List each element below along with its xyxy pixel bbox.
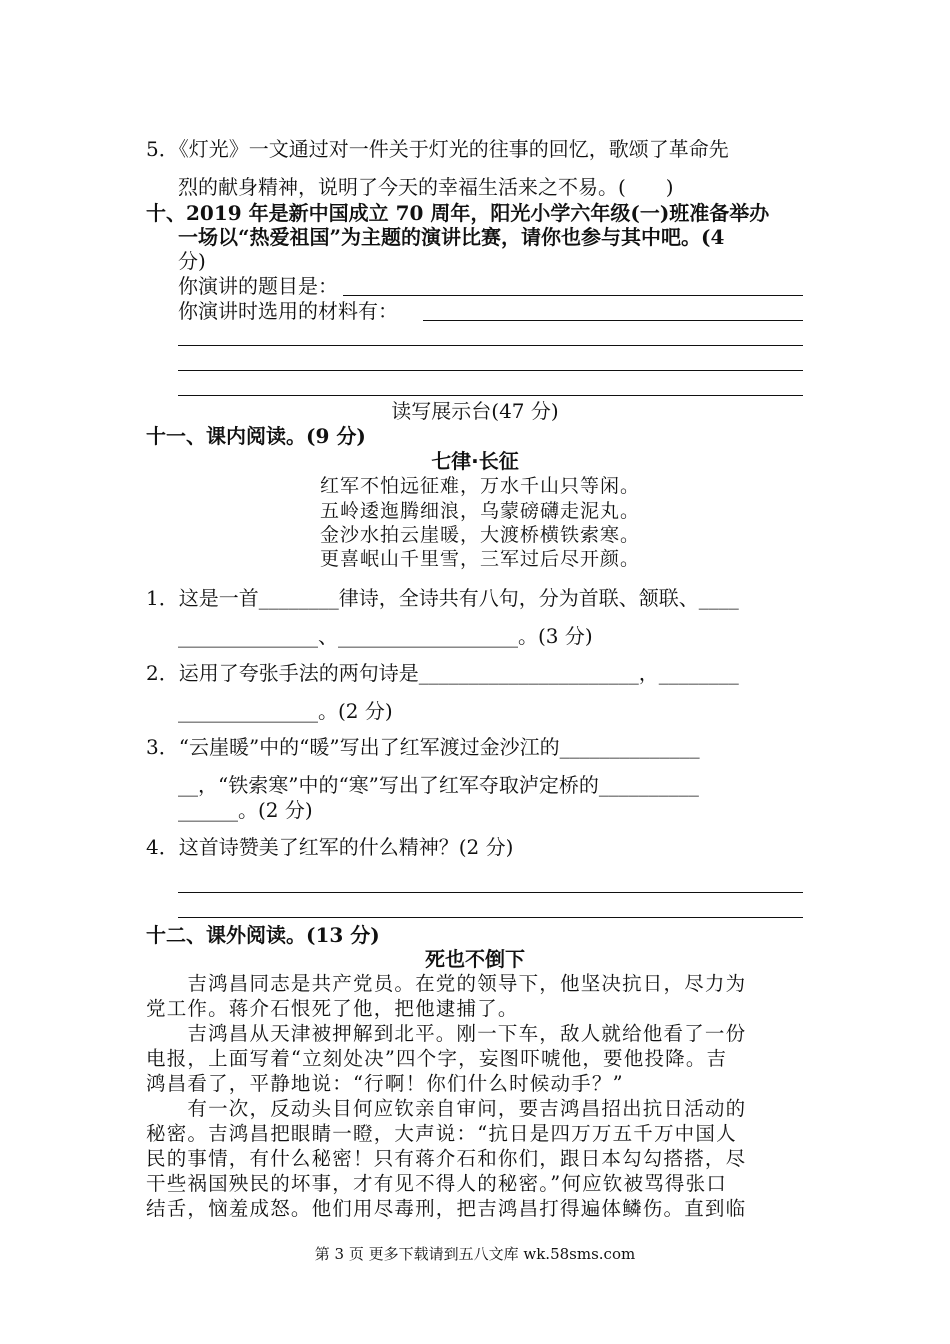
question-3-line-1: 3．“云崖暖”中的“暖”写出了红军渡过金沙江的______________: [146, 735, 700, 759]
section-title: 读写展示台(47 分): [391, 399, 559, 423]
question-3-line-3: ______。(2 分): [178, 798, 313, 822]
poem-line-2: 五岭逶迤腾细浪，乌蒙磅礴走泥丸。: [320, 500, 641, 522]
question-1-line-1: 1．这是一首________律诗，全诗共有八句，分为首联、颔联、____: [146, 586, 739, 610]
passage-title: 死也不倒下: [425, 947, 525, 971]
poem-title: 七律·长征: [431, 449, 519, 473]
speech-material-blank-3[interactable]: [178, 370, 803, 371]
poem-line-1: 红军不怕远征难，万水千山只等闲。: [320, 475, 641, 497]
speech-material-blank-4[interactable]: [178, 395, 803, 396]
passage-line-10: 结舌，恼羞成怒。他们用尽毒刑，把吉鸿昌打得遍体鳞伤。直到临: [146, 1197, 747, 1220]
passage-line-5: 鸿昌看了，平静地说：“行啊！你们什么时候动手？”: [146, 1072, 624, 1095]
page-footer: 第 3 页 更多下载请到五八文库 wk.58sms.com: [314, 1245, 636, 1263]
section-10-line-2: 一场以“热爱祖国”为主题的演讲比赛，请你也参与其中吧。(4: [178, 225, 725, 249]
q5-line-1: 5．《灯光》一文通过对一件关于灯光的往事的回忆，歌颂了革命先: [146, 137, 729, 161]
passage-line-2: 党工作。蒋介石恨死了他，把他逮捕了。: [146, 997, 519, 1020]
question-4: 4．这首诗赞美了红军的什么精神？(2 分): [146, 835, 514, 859]
question-4-answer-line-1[interactable]: [178, 892, 803, 893]
poem-line-3: 金沙水拍云崖暖，大渡桥横铁索寒。: [320, 524, 641, 546]
passage-line-3: 吉鸿昌从天津被押解到北平。刚一下车，敌人就给他看了一份: [146, 1022, 747, 1045]
question-1-line-2: ______________、__________________。(3 分): [178, 624, 593, 648]
passage-line-4: 电报，上面写着“立刻处决”四个字，妄图吓唬他，要他投降。吉: [146, 1047, 728, 1070]
section-12-heading: 十二、课外阅读。(13 分): [146, 923, 380, 947]
speech-topic-label: 你演讲的题目是：: [178, 274, 338, 298]
passage-line-9: 干些祸国殃民的坏事，才有见不得人的秘密。”何应钦被骂得张口: [146, 1172, 728, 1195]
section-10-line-3: 分): [178, 249, 206, 273]
passage-line-1: 吉鸿昌同志是共产党员。在党的领导下，他坚决抗日，尽力为: [146, 972, 747, 995]
q5-line-2: 烈的献身精神，说明了今天的幸福生活来之不易。( ): [178, 175, 674, 199]
speech-material-label: 你演讲时选用的材料有：: [178, 299, 398, 323]
poem-line-4: 更喜岷山千里雪，三军过后尽开颜。: [320, 548, 641, 570]
speech-material-blank-2[interactable]: [178, 345, 803, 346]
passage-line-7: 秘密。吉鸿昌把眼睛一瞪，大声说：“抗日是四万万五千万中国人: [146, 1122, 737, 1145]
speech-topic-blank[interactable]: [343, 295, 803, 296]
question-4-answer-line-2[interactable]: [178, 917, 803, 918]
speech-material-blank-1[interactable]: [423, 320, 803, 321]
passage-line-6: 有一次，反动头目何应钦亲自审问，要吉鸿昌招出抗日活动的: [146, 1097, 747, 1120]
section-11-heading: 十一、课内阅读。(9 分): [146, 424, 366, 448]
question-2-line-1: 2．运用了夸张手法的两句诗是______________________，________: [146, 661, 739, 685]
section-10-line-1: 十、2019 年是新中国成立 70 周年，阳光小学六年级(一)班准备举办: [146, 201, 770, 225]
question-3-line-2: __，“铁索寒”中的“寒”写出了红军夺取泸定桥的__________: [178, 773, 699, 797]
question-2-line-2: ______________。(2 分): [178, 699, 393, 723]
passage-line-8: 民的事情，有什么秘密！只有蒋介石和你们，跟日本勾勾搭搭，尽: [146, 1147, 747, 1170]
